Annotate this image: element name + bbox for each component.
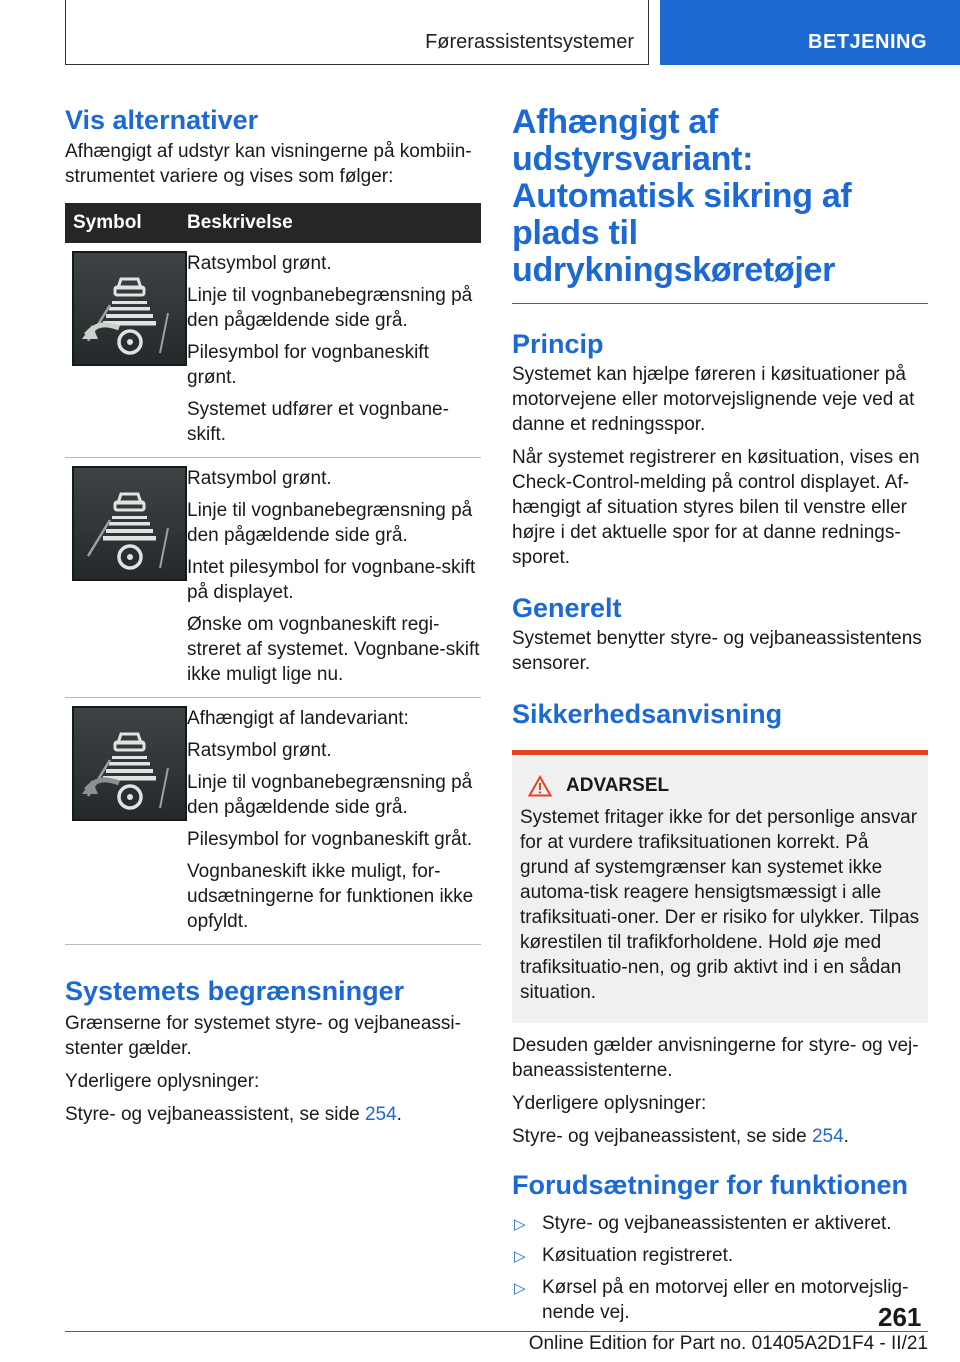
section-title: Afhængigt af udstyrsvariant: Automatisk sikring af plads til udrykningskøretøjer <box>512 103 852 289</box>
bullet-text: Kørsel på en motorvej eller en motorvejslig-nende vej. <box>542 1277 909 1323</box>
row3-line4: Pilesymbol for vognbaneskift gråt. <box>187 829 473 850</box>
row2-line4: Ønske om vognbaneskift regi-streret af systemet. Vognbane-skift ikke muligt lige nu. <box>187 614 480 685</box>
row2-line2: Linje til vognbanebegrænsning på den pågældende side grå. <box>187 500 473 546</box>
row3-line2: Ratsymbol grønt. <box>187 740 332 761</box>
row3-line1: Afhængigt af landevariant: <box>187 708 409 729</box>
warning-title <box>520 775 920 797</box>
lane-change-green-icon <box>72 251 187 366</box>
lane-keeping-icon <box>72 466 187 581</box>
left-column <box>65 104 481 1127</box>
row1-line2: Linje til vognbanebegrænsning på den pågældende side grå. <box>187 285 473 331</box>
lane-change-grey-icon <box>72 706 187 821</box>
heading-generelt: Generelt <box>512 593 622 623</box>
row3-line5: Vognbaneskift ikke muligt, for-udsætningerne for funktionen ikke opfyldt. <box>187 861 474 932</box>
right-column <box>512 104 928 1325</box>
bullet-triangle-icon: ▷ <box>514 1280 526 1297</box>
intro-text: Afhængigt af udstyr kan visningerne på kombiin-strumentet variere og vises som følger: <box>65 141 472 187</box>
heading-princip: Princip <box>512 329 604 359</box>
page-link-254[interactable]: 254 <box>811 1126 844 1147</box>
row3-line3: Linje til vognbanebegrænsning på den pågældende side grå. <box>187 772 473 818</box>
bullet-text: Styre- og vejbaneassistenten er aktiveret. <box>542 1213 892 1234</box>
symbol-table <box>65 203 481 945</box>
limits-text-1: Grænserne for systemet styre- og vejbaneassi-stenter gælder. <box>65 1013 461 1059</box>
page-number: 261 <box>878 1302 922 1332</box>
col-desc-header: Beskrivelse <box>187 212 293 233</box>
prerequisite-list <box>512 1211 928 1325</box>
table-row <box>65 243 481 458</box>
header-chapter-title: BETJENING <box>808 31 927 53</box>
title-rule <box>512 303 928 304</box>
warning-label: ADVARSEL <box>566 775 670 796</box>
bullet-text: Køsituation registreret. <box>542 1245 734 1266</box>
after-ref-end: . <box>843 1126 849 1147</box>
principle-text-1: Systemet kan hjælpe føreren i køsituationer på motorvejene eller motorvejslignende veje ved at danne et redningsspor. <box>512 364 915 435</box>
general-text: Systemet benytter styre- og vejbaneassistentens sensorer. <box>512 628 922 674</box>
list-item <box>512 1243 928 1269</box>
col-symbol-header: Symbol <box>73 212 142 233</box>
footer-edition: Online Edition for Part no. 01405A2D1F4 - II/21 <box>528 1333 928 1354</box>
heading-systemets-begraensninger: Systemets begrænsninger <box>65 976 405 1006</box>
after-warning-text-1: Desuden gælder anvisningerne for styre- og vej-baneassistenterne. <box>512 1035 919 1081</box>
list-item <box>512 1211 928 1237</box>
bullet-triangle-icon: ▷ <box>514 1216 526 1233</box>
limits-text-2: Yderligere oplysninger: <box>65 1071 260 1092</box>
row2-line1: Ratsymbol grønt. <box>187 468 332 489</box>
after-warning-text-3 <box>512 1124 928 1149</box>
heading-sikkerhedsanvisning: Sikkerhedsanvisning <box>512 699 783 729</box>
header-section-box <box>65 0 649 65</box>
row2-line3: Intet pilesymbol for vognbane-skift på displayet. <box>187 557 476 603</box>
list-item <box>512 1275 928 1325</box>
warning-text: Systemet fritager ikke for det personlige ansvar for at vurdere trafiksituationen korrekt. På grund af systemgrænser kan systemet ikke automa-tisk reagere hensigtsmæssigt i alle trafiksituati-oner. Der er risiko for ulykker. Tilpas kørestilen til trafikforholdene. Hold øje med trafiksituatio-nen, og grib aktivt ind i en sådan situation. <box>520 807 920 1003</box>
after-warning-text-2: Yderligere oplysninger: <box>512 1093 707 1114</box>
table-row <box>65 458 481 698</box>
after-ref-text: Styre- og vejbaneassistent, se side <box>512 1126 812 1147</box>
heading-vis-alternativer: Vis alternativer <box>65 105 259 135</box>
row1-line3: Pilesymbol for vognbaneskift grønt. <box>187 342 429 388</box>
bullet-triangle-icon: ▷ <box>514 1248 526 1265</box>
table-row <box>65 698 481 945</box>
row1-line4: Systemet udfører et vognbane-skift. <box>187 399 449 445</box>
principle-text-2: Når systemet registrerer en køsituation, vises en Check-Control-melding på control displayet. Af-hængigt af situation styres bilen til venstre eller højre i det aktuelle spor for at danne rednings-sporet. <box>512 447 920 568</box>
warning-triangle-icon <box>528 775 552 797</box>
limits-ref-text: Styre- og vejbaneassistent, se side <box>65 1104 365 1125</box>
warning-box <box>512 750 928 1023</box>
footer-rule <box>65 1331 928 1332</box>
limits-ref-end: . <box>396 1104 402 1125</box>
page-link-254[interactable]: 254 <box>364 1104 397 1125</box>
header-chapter-tab[interactable] <box>660 0 960 65</box>
heading-forudsaetninger: Forudsætninger for funktionen <box>512 1170 908 1200</box>
row1-line1: Ratsymbol grønt. <box>187 253 332 274</box>
table-header <box>65 203 481 243</box>
limits-text-3 <box>65 1102 481 1127</box>
header-section-title: Førerassistentsystemer <box>425 31 634 53</box>
